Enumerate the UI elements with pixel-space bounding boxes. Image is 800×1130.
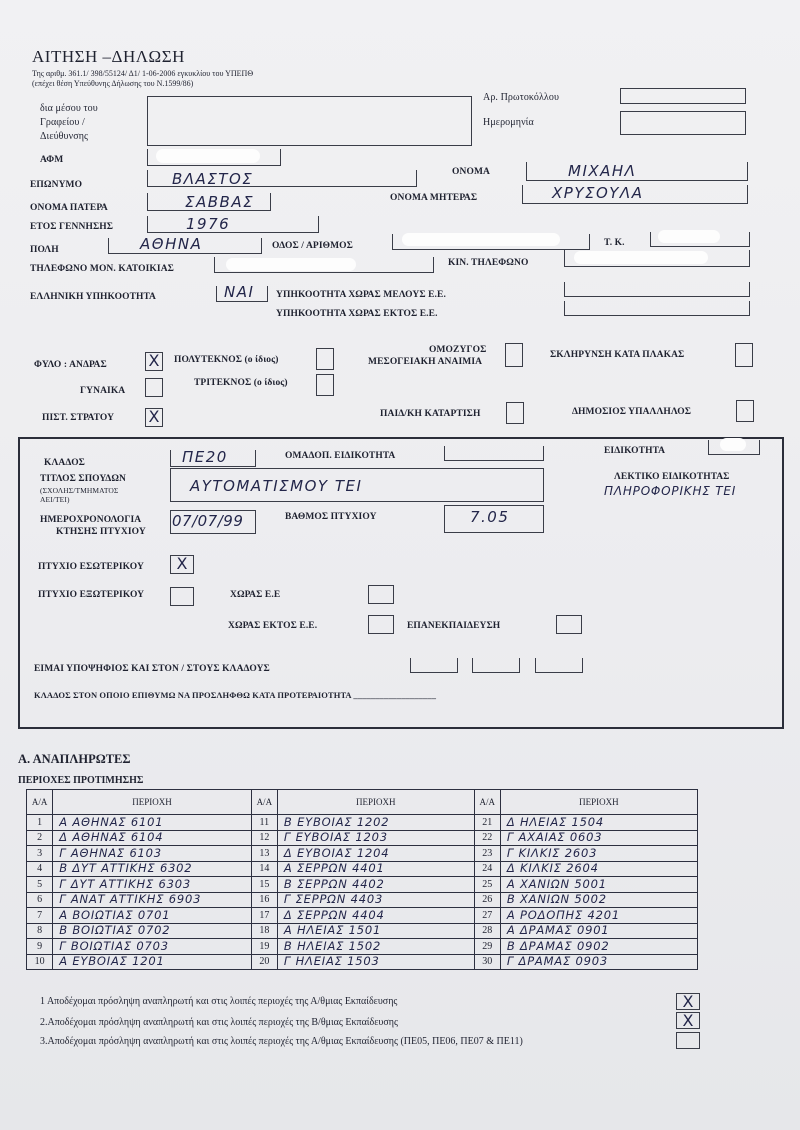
- specialty-redacted: [720, 438, 746, 451]
- table-row: [27, 815, 698, 831]
- grade-value: 7.05: [470, 508, 510, 526]
- preference-number: 3: [27, 846, 53, 862]
- preference-area[interactable]: Γ ΗΛΕΙΑΣ 1503: [277, 954, 474, 970]
- statement-3-text: 3.Αποδέχομαι πρόσληψη αναπληρωτή και στις λοιπές περιοχές της Α/θμιας Εκπαίδευσης (ΠΕ05, ΠΕ06, ΠΕ07 & ΠΕ11): [40, 1036, 523, 1047]
- table-row: [27, 954, 698, 970]
- table-row: [27, 923, 698, 939]
- table-row: [27, 830, 698, 846]
- name-field[interactable]: [526, 162, 748, 181]
- preference-number: 8: [27, 923, 53, 939]
- preference-area[interactable]: Β ΔΥΤ ΑΤΤΙΚΗΣ 6302: [53, 861, 251, 877]
- preference-number: 2: [27, 830, 53, 846]
- preference-number: 24: [474, 861, 500, 877]
- mobile-phone-label: ΚΙΝ. ΤΗΛΕΦΩΝΟ: [448, 258, 529, 268]
- public-servant-checkbox[interactable]: [736, 400, 754, 422]
- preference-area[interactable]: Α ΧΑΝΙΩΝ 5001: [500, 877, 697, 893]
- priority-branch-label: ΚΛΑΔΟΣ ΣΤΟΝ ΟΠΟΙΟ ΕΠΙΘΥΜΩ ΝΑ ΠΡΟΣΛΗΦΘΩ ΚΑΤΑ ΠΡΟΤΕΡΑΙΟΤΗΤΑ ___________________: [34, 690, 437, 700]
- homozygous-label: ΟΜΟΖΥΓΟΣ: [429, 345, 487, 355]
- statement-1-checkbox[interactable]: X: [676, 993, 700, 1010]
- domestic-degree-label: ΠΤΥΧΙΟ ΕΣΩΤΕΡΙΚΟΥ: [38, 562, 144, 572]
- table-row: [27, 908, 698, 924]
- preference-number: 26: [474, 892, 500, 908]
- preference-number: 21: [474, 815, 500, 831]
- sclerosis-label: ΣΚΛΗΡΥΝΣΗ ΚΑΤΑ ΠΛΑΚΑΣ: [550, 350, 685, 360]
- preferences-table: [26, 789, 698, 970]
- grade-label: ΒΑΘΜΟΣ ΠΤΥΧΙΟΥ: [285, 512, 377, 522]
- pedagogic-label: ΠΑΙΔ/ΚΗ ΚΑΤΑΡΤΙΣΗ: [380, 409, 481, 419]
- preference-area[interactable]: Α ΣΕΡΡΩΝ 4401: [277, 861, 474, 877]
- degree-date-value: 07/07/99: [172, 512, 244, 530]
- protocol-number-label: Αρ. Πρωτοκόλλου: [483, 92, 559, 103]
- statement-2-checkbox[interactable]: X: [676, 1012, 700, 1029]
- many-children-label: ΠΟΛΥΤΕΚΝΟΣ (ο ίδιος): [174, 355, 279, 365]
- specialty-text-value: ΠΛΗΡΟΦΟΡΙΚΗΣ ΤΕΙ: [604, 484, 737, 498]
- father-name-value: ΣΑΒΒΑΣ: [185, 193, 255, 211]
- preference-area[interactable]: Γ ΔΥΤ ΑΤΤΙΚΗΣ 6303: [53, 877, 251, 893]
- military-label: ΠΙΣΤ. ΣΤΡΑΤΟΥ: [42, 413, 115, 423]
- sex-male-checkbox[interactable]: X: [145, 352, 163, 371]
- table-row: [27, 877, 698, 893]
- col-area-2: ΠΕΡΙΟΧΗ: [277, 790, 474, 815]
- preference-area[interactable]: Α ΒΟΙΩΤΙΑΣ 0701: [53, 908, 251, 924]
- preference-area[interactable]: Α ΕΥΒΟΙΑΣ 1201: [53, 954, 251, 970]
- preference-number: 4: [27, 861, 53, 877]
- preference-number: 20: [251, 954, 277, 970]
- col-no-2: Α/Α: [251, 790, 277, 815]
- preference-number: 14: [251, 861, 277, 877]
- three-children-label: ΤΡΙΤΕΚΝΟΣ (ο ίδιος): [194, 378, 288, 388]
- home-phone-label: ΤΗΛΕΦΩΝΟ ΜΟΝ. ΚΑΤΟΙΚΙΑΣ: [30, 264, 174, 274]
- preference-number: 10: [27, 954, 53, 970]
- birth-year-field[interactable]: [147, 216, 319, 233]
- preference-area[interactable]: Β ΗΛΕΙΑΣ 1502: [277, 939, 474, 955]
- birth-year-label: ΕΤΟΣ ΓΕΝΝΗΣΗΣ: [30, 222, 114, 232]
- preference-area[interactable]: Β ΒΟΙΩΤΙΑΣ 0702: [53, 923, 251, 939]
- preference-number: 25: [474, 877, 500, 893]
- preference-number: 1: [27, 815, 53, 831]
- section-a-title: Α. ΑΝΑΠΛΗΡΩΤΕΣ: [18, 752, 131, 766]
- preference-number: 7: [27, 908, 53, 924]
- degree-date-label: ΗΜΕΡΟΧΡΟΝΟΛΟΓΙΑ: [40, 515, 142, 525]
- form-note: (επέχει θέση Υπεύθυνης Δήλωσης του Ν.1599/86): [32, 79, 194, 88]
- preference-area[interactable]: Γ ΣΕΡΡΩΝ 4403: [277, 892, 474, 908]
- preference-area[interactable]: Α ΡΟΔΟΠΗΣ 4201: [500, 908, 697, 924]
- preference-area[interactable]: Γ ΕΥΒΟΙΑΣ 1203: [277, 830, 474, 846]
- degree-date-label-2: ΚΤΗΣΗΣ ΠΤΥΧΙΟΥ: [56, 527, 146, 537]
- non-eu-citizenship-field[interactable]: [564, 301, 750, 316]
- eu-citizenship-label: ΥΠΗΚΟΟΤΗΤΑ ΧΩΡΑΣ ΜΕΛΟΥΣ Ε.Ε.: [276, 290, 446, 300]
- postcode-redacted: [658, 230, 720, 243]
- non-eu-country-checkbox[interactable]: [368, 615, 394, 634]
- via-office-label-3: Διεύθυνσης: [40, 131, 89, 142]
- preference-area[interactable]: Α ΗΛΕΙΑΣ 1501: [277, 923, 474, 939]
- sclerosis-checkbox[interactable]: [735, 343, 753, 367]
- greek-citizenship-label: ΕΛΛΗΝΙΚΗ ΥΠΗΚΟΟΤΗΤΑ: [30, 292, 157, 302]
- preference-number: 11: [251, 815, 277, 831]
- preference-area[interactable]: Γ ΑΝΑΤ ΑΤΤΙΚΗΣ 6903: [53, 892, 251, 908]
- city-value: ΑΘΗΝΑ: [140, 235, 203, 253]
- specialty-text-label: ΛΕΚΤΙΚΟ ΕΙΔΙΚΟΤΗΤΑΣ: [614, 472, 730, 482]
- homozygous-label-2: ΜΕΣΟΓΕΙΑΚΗ ΑΝΑΙΜΙΑ: [368, 357, 483, 367]
- degree-title-sub-label: (ΣΧΟΛΗΣ/ΤΜΗΜΑΤΟΣ: [40, 486, 119, 495]
- eu-citizenship-field[interactable]: [564, 282, 750, 297]
- protocol-number-field[interactable]: [620, 88, 746, 104]
- many-children-checkbox[interactable]: [316, 348, 334, 370]
- table-row: [27, 939, 698, 955]
- afm-redacted: [156, 149, 260, 163]
- pedagogic-checkbox[interactable]: [506, 402, 524, 424]
- branch-label: ΚΛΑΔΟΣ: [44, 458, 85, 468]
- female-label: ΓΥΝΑΙΚΑ: [80, 386, 126, 396]
- mother-name-value: ΧΡΥΣΟΥΛΑ: [552, 184, 644, 202]
- form-title: ΑΙΤΗΣΗ –ΔΗΛΩΣΗ: [32, 47, 185, 66]
- street-redacted: [402, 233, 560, 246]
- preference-area[interactable]: Α ΔΡΑΜΑΣ 0901: [500, 923, 697, 939]
- preference-area[interactable]: Β ΧΑΝΙΩΝ 5002: [500, 892, 697, 908]
- table-row: [27, 892, 698, 908]
- city-label: ΠΟΛΗ: [30, 245, 59, 255]
- preference-number: 12: [251, 830, 277, 846]
- table-row: [27, 846, 698, 862]
- birth-year-value: 1976: [186, 215, 231, 233]
- preference-area[interactable]: Γ ΔΡΑΜΑΣ 0903: [500, 954, 697, 970]
- postcode-label: Τ. Κ.: [604, 238, 625, 248]
- via-office-label-2: Γραφείου /: [40, 117, 85, 128]
- name-value: ΜΙΧΑΗΛ: [568, 162, 637, 180]
- preference-area[interactable]: Γ ΚΙΛΚΙΣ 2603: [500, 846, 697, 862]
- retraining-label: ΕΠΑΝΕΚΠΑΙΔΕΥΣΗ: [407, 621, 501, 631]
- foreign-degree-checkbox[interactable]: [170, 587, 194, 606]
- preference-number: 18: [251, 923, 277, 939]
- preference-number: 23: [474, 846, 500, 862]
- degree-title-value: ΑΥΤΟΜΑΤΙΣΜΟΥ ΤΕΙ: [190, 477, 363, 495]
- preference-area[interactable]: Γ ΑΘΗΝΑΣ 6103: [53, 846, 251, 862]
- mobile-phone-redacted: [574, 251, 708, 264]
- candidate-other-label: ΕΙΜΑΙ ΥΠΟΨΗΦΙΟΣ ΚΑΙ ΣΤΟΝ / ΣΤΟΥΣ ΚΛΑΔΟΥΣ: [34, 664, 270, 674]
- female-checkbox[interactable]: [145, 378, 163, 397]
- preference-number: 29: [474, 939, 500, 955]
- preference-area[interactable]: Α ΑΘΗΝΑΣ 6101: [53, 815, 251, 831]
- home-phone-redacted: [226, 258, 356, 271]
- date-label: Ημερομηνία: [483, 117, 534, 128]
- col-no-3: Α/Α: [474, 790, 500, 815]
- group-specialty-field[interactable]: [444, 446, 544, 461]
- preference-number: 5: [27, 877, 53, 893]
- specialty-label: ΕΙΔΙΚΟΤΗΤΑ: [604, 446, 666, 456]
- branch-value: ΠΕ20: [182, 448, 228, 466]
- surname-value: ΒΛΑΣΤΟΣ: [172, 170, 254, 188]
- public-servant-label: ΔΗΜΟΣΙΟΣ ΥΠΑΛΛΗΛΟΣ: [572, 407, 692, 417]
- non-eu-citizenship-label: ΥΠΗΚΟΟΤΗΤΑ ΧΩΡΑΣ ΕΚΤΟΣ Ε.Ε.: [276, 309, 438, 319]
- preference-area[interactable]: Δ ΚΙΛΚΙΣ 2604: [500, 861, 697, 877]
- three-children-checkbox[interactable]: [316, 374, 334, 396]
- degree-title-sub-label-2: ΑΕΙ/ΤΕΙ): [40, 495, 70, 504]
- preference-area[interactable]: Β ΕΥΒΟΙΑΣ 1202: [277, 815, 474, 831]
- father-name-label: ΟΝΟΜΑ ΠΑΤΕΡΑ: [30, 203, 108, 213]
- preference-number: 17: [251, 908, 277, 924]
- preference-number: 28: [474, 923, 500, 939]
- preference-number: 15: [251, 877, 277, 893]
- retraining-checkbox[interactable]: [556, 615, 582, 634]
- via-office-label: δια μέσου του: [40, 103, 98, 114]
- preferences-title: ΠΕΡΙΟΧΕΣ ΠΡΟΤΙΜΗΣΗΣ: [18, 775, 144, 786]
- group-specialty-label: ΟΜΑΔΟΠ. ΕΙΔΙΚΟΤΗΤΑ: [285, 451, 396, 461]
- col-area-3: ΠΕΡΙΟΧΗ: [500, 790, 697, 815]
- preference-number: 13: [251, 846, 277, 862]
- street-label: ΟΔΟΣ / ΑΡΙΘΜΟΣ: [272, 241, 353, 251]
- military-checkbox[interactable]: X: [145, 408, 163, 427]
- candidate-other-field-1[interactable]: [410, 658, 458, 673]
- eu-country-label: ΧΩΡΑΣ Ε.Ε: [230, 590, 281, 600]
- eu-country-checkbox[interactable]: [368, 585, 394, 604]
- preference-number: 16: [251, 892, 277, 908]
- greek-citizenship-value: ΝΑΙ: [224, 283, 255, 301]
- preference-number: 6: [27, 892, 53, 908]
- candidate-other-field-2[interactable]: [472, 658, 520, 673]
- col-no-1: Α/Α: [27, 790, 53, 815]
- statement-2-text: 2.Αποδέχομαι πρόσληψη αναπληρωτή και στις λοιπές περιοχές της Β/θμιας Εκπαίδευσης: [40, 1017, 398, 1028]
- surname-label: ΕΠΩΝΥΜΟ: [30, 180, 83, 190]
- statement-1-text: 1 Αποδέχομαι πρόσληψη αναπληρωτή και στις λοιπές περιοχές της Α/θμιας Εκπαίδευσης: [40, 996, 398, 1007]
- name-label: ΟΝΟΜΑ: [452, 167, 490, 177]
- domestic-degree-checkbox[interactable]: X: [170, 555, 194, 574]
- candidate-other-field-3[interactable]: [535, 658, 583, 673]
- foreign-degree-label: ΠΤΥΧΙΟ ΕΞΩΤΕΡΙΚΟΥ: [38, 590, 145, 600]
- preferences-body: [27, 815, 698, 970]
- preference-area[interactable]: Δ ΑΘΗΝΑΣ 6104: [53, 830, 251, 846]
- mother-name-label: ΟΝΟΜΑ ΜΗΤΕΡΑΣ: [390, 193, 478, 203]
- col-area-1: ΠΕΡΙΟΧΗ: [53, 790, 251, 815]
- preference-area[interactable]: Γ ΑΧΑΙΑΣ 0603: [500, 830, 697, 846]
- table-row: [27, 861, 698, 877]
- preference-area[interactable]: Β ΔΡΑΜΑΣ 0902: [500, 939, 697, 955]
- preference-number: 30: [474, 954, 500, 970]
- preference-number: 9: [27, 939, 53, 955]
- via-office-box[interactable]: [147, 96, 472, 146]
- preference-number: 22: [474, 830, 500, 846]
- preference-area[interactable]: Β ΣΕΡΡΩΝ 4402: [277, 877, 474, 893]
- homozygous-checkbox[interactable]: [505, 343, 523, 367]
- statement-3-checkbox[interactable]: [676, 1032, 700, 1049]
- preference-area[interactable]: Δ ΣΕΡΡΩΝ 4404: [277, 908, 474, 924]
- preference-number: 27: [474, 908, 500, 924]
- afm-label: ΑΦΜ: [40, 155, 64, 165]
- date-field[interactable]: [620, 111, 746, 135]
- sex-male-label: ΦΥΛΟ : ΑΝΔΡΑΣ: [34, 360, 107, 370]
- preference-area[interactable]: Δ ΕΥΒΟΙΑΣ 1204: [277, 846, 474, 862]
- preference-area[interactable]: Δ ΗΛΕΙΑΣ 1504: [500, 815, 697, 831]
- preference-number: 19: [251, 939, 277, 955]
- non-eu-country-label: ΧΩΡΑΣ ΕΚΤΟΣ Ε.Ε.: [228, 621, 318, 631]
- preference-area[interactable]: Γ ΒΟΙΩΤΙΑΣ 0703: [53, 939, 251, 955]
- form-reference: Της αριθμ. 361.1/ 398/55124/ Δ1/ 1-06-2006 εγκυκλίου του ΥΠΕΠΘ: [32, 69, 254, 78]
- degree-title-label: ΤΙΤΛΟΣ ΣΠΟΥΔΩΝ: [40, 474, 127, 484]
